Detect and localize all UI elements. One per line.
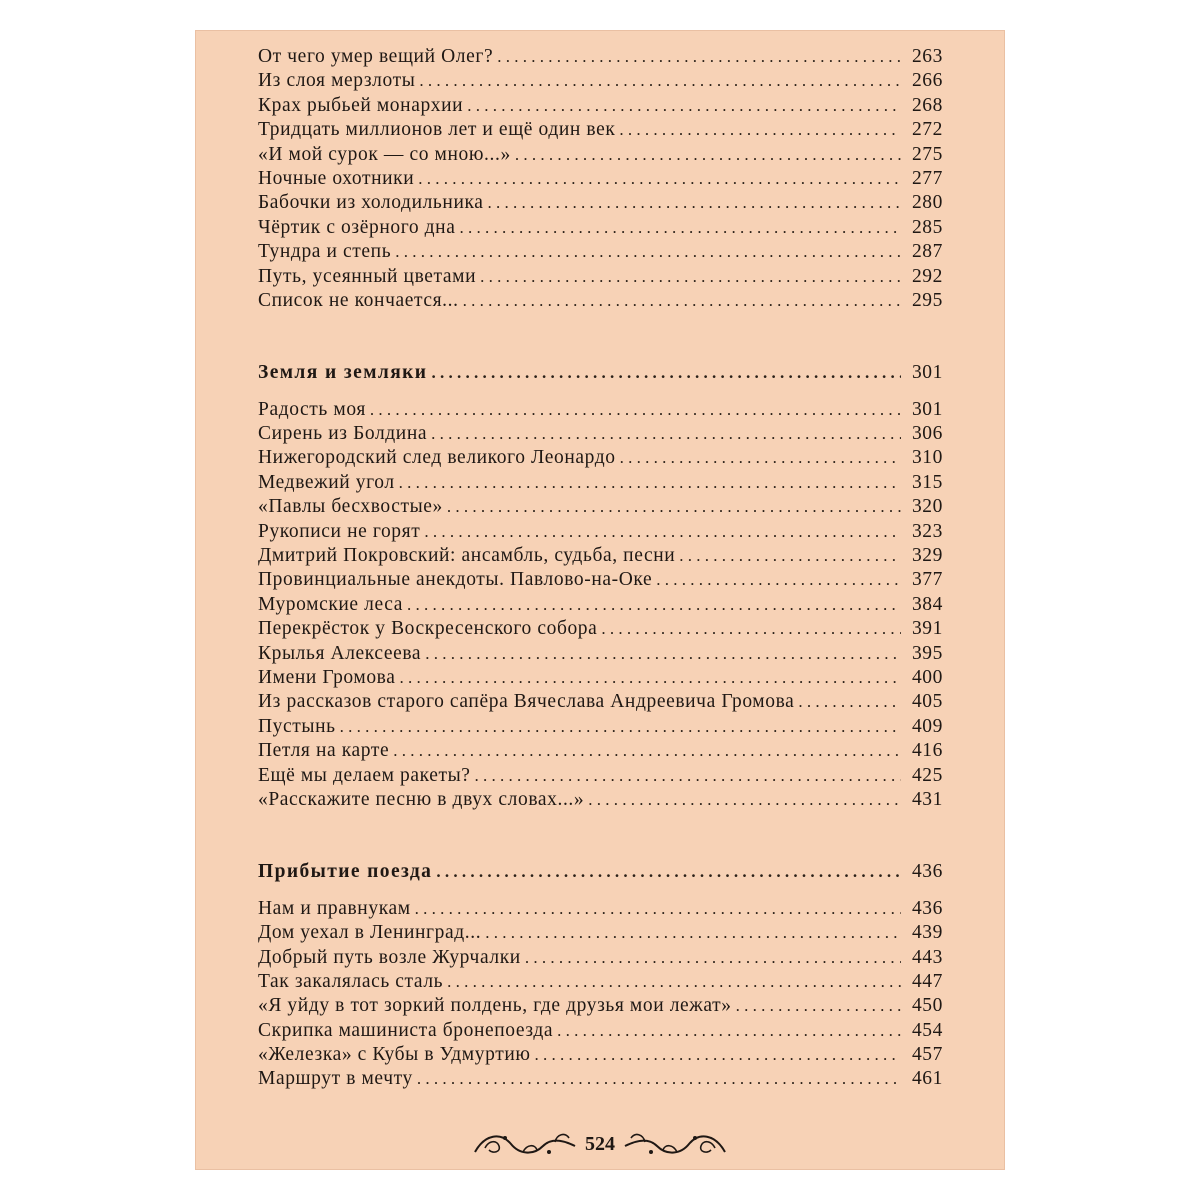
page-ref: 329 <box>911 545 943 567</box>
dot-leader <box>497 47 901 67</box>
entry-title: Муромские леса <box>258 593 403 615</box>
toc-entry <box>258 1020 943 1044</box>
toc-entry <box>258 1044 943 1068</box>
dot-leader <box>480 267 901 287</box>
page-ref: 310 <box>911 447 943 469</box>
page-ref: 272 <box>911 119 943 141</box>
page-ref: 292 <box>911 265 943 287</box>
entry-title: «Я уйду в тот зоркий полдень, где друзья мои лежат» <box>258 995 732 1017</box>
entry-title: Перекрёсток у Воскресенского собора <box>258 618 598 640</box>
dot-leader <box>340 717 901 737</box>
toc-entry <box>258 789 943 813</box>
toc-entry <box>258 995 943 1019</box>
entry-title: От чего умер вещий Олег? <box>258 46 494 67</box>
section-title: Земля и земляки <box>258 362 428 384</box>
dot-leader <box>431 424 901 444</box>
dot-leader <box>425 644 901 664</box>
toc-entry <box>258 241 943 265</box>
dot-leader <box>488 193 901 213</box>
entry-title: Тридцать миллионов лет и ещё один век <box>258 119 616 141</box>
toc-entry <box>258 46 943 70</box>
page-ref: 439 <box>911 922 943 944</box>
page-ref: 395 <box>911 642 943 664</box>
toc-entry <box>258 472 943 496</box>
page-ref: 400 <box>911 666 943 688</box>
entry-title: Добрый путь возле Журчалки <box>258 946 521 968</box>
toc-entry <box>258 1068 943 1092</box>
entry-title: Дмитрий Покровский: ансамбль, судьба, песни <box>258 545 676 567</box>
entry-title: «Павлы бесхвостые» <box>258 496 443 518</box>
toc-entry <box>258 423 943 447</box>
dot-leader <box>557 1021 901 1041</box>
section-title: Прибытие поезда <box>258 861 433 883</box>
toc-entry <box>258 947 943 971</box>
toc-entry <box>258 496 943 520</box>
entry-title: Ночные охотники <box>258 167 415 189</box>
page-ref: 454 <box>911 1019 943 1041</box>
dot-leader <box>415 899 901 919</box>
toc-entry <box>258 70 943 94</box>
dot-leader <box>736 996 901 1016</box>
entry-title: Петля на карте <box>258 740 390 762</box>
dot-leader <box>370 400 901 420</box>
toc-entry <box>258 168 943 192</box>
page-ref: 306 <box>911 423 943 445</box>
toc-entry <box>258 594 943 618</box>
page-ref: 268 <box>911 94 943 116</box>
toc-entry <box>258 618 943 642</box>
toc-entry <box>258 971 943 995</box>
entry-title: Путь, усеянный цветами <box>258 265 477 287</box>
page-ref: 266 <box>911 70 943 92</box>
entry-title: Радость моя <box>258 398 366 420</box>
right-ornament-icon <box>621 1126 729 1162</box>
dot-leader <box>399 473 901 493</box>
dot-leader <box>485 923 901 943</box>
section-heading <box>258 861 943 885</box>
entry-title: Рукописи не горят <box>258 520 421 542</box>
page-ref: 377 <box>911 569 943 591</box>
entry-title: Дом уехал в Ленинград... <box>258 922 482 944</box>
page-ref: 263 <box>911 46 943 67</box>
toc-entry <box>258 545 943 569</box>
section-heading <box>258 362 943 386</box>
entry-title: Чёртик с озёрного дна <box>258 216 456 238</box>
toc-entry <box>258 569 943 593</box>
entry-title: Так закалялась сталь <box>258 970 444 992</box>
page-ref: 287 <box>911 241 943 263</box>
entry-title: Крылья Алексеева <box>258 642 422 664</box>
table-of-contents <box>258 46 943 1093</box>
dot-leader <box>459 218 901 238</box>
entry-title: Нижегородский след великого Леонардо <box>258 447 616 469</box>
toc-entry <box>258 119 943 143</box>
entry-title: Бабочки из холодильника <box>258 192 484 214</box>
section-spacer <box>258 314 943 362</box>
toc-entry <box>258 898 943 922</box>
page-number: 524 <box>585 1132 615 1155</box>
page-ref: 436 <box>911 897 943 919</box>
page-ref: 461 <box>911 1068 943 1090</box>
dot-leader <box>431 363 901 383</box>
page-ref: 277 <box>911 167 943 189</box>
dot-leader <box>620 448 901 468</box>
toc-entry <box>258 192 943 216</box>
dot-leader <box>535 1045 901 1065</box>
dot-leader <box>525 948 901 968</box>
page-ref: 416 <box>911 740 943 762</box>
book-page <box>195 30 1005 1170</box>
toc-entry <box>258 667 943 691</box>
toc-entry <box>258 266 943 290</box>
heading-spacer <box>258 886 943 898</box>
dot-leader <box>424 522 901 542</box>
entry-title: Пустынь <box>258 715 336 737</box>
entry-title: Из слоя мерзлоты <box>258 70 416 92</box>
toc-entry <box>258 765 943 789</box>
toc-entry <box>258 716 943 740</box>
dot-leader <box>395 242 901 262</box>
page-ref: 323 <box>911 520 943 542</box>
page-ref: 391 <box>911 618 943 640</box>
page-ref: 457 <box>911 1044 943 1066</box>
page-footer <box>195 1122 1005 1166</box>
page-ref: 409 <box>911 715 943 737</box>
dot-leader <box>436 862 901 882</box>
dot-leader <box>463 291 901 311</box>
page-ref: 280 <box>911 192 943 214</box>
toc-entry <box>258 290 943 314</box>
entry-title: Тундра и степь <box>258 241 392 263</box>
dot-leader <box>679 546 901 566</box>
page-ref: 447 <box>911 970 943 992</box>
dot-leader <box>656 570 901 590</box>
page-ref: 285 <box>911 216 943 238</box>
dot-leader <box>475 766 901 786</box>
dot-leader <box>447 497 901 517</box>
entry-title: Провинциальные анекдоты. Павлово-на-Оке <box>258 569 653 591</box>
entry-title: Из рассказов старого сапёра Вячеслава Андреевича Громова <box>258 691 795 713</box>
entry-title: Нам и правнукам <box>258 897 411 919</box>
page-ref: 436 <box>911 861 943 883</box>
dot-leader <box>418 169 901 189</box>
toc-entry <box>258 691 943 715</box>
entry-title: Список не кончается... <box>258 289 459 311</box>
dot-leader <box>419 71 901 91</box>
entry-title: Ещё мы делаем ракеты? <box>258 764 471 786</box>
page-ref: 450 <box>911 995 943 1017</box>
entry-title: Сирень из Болдина <box>258 423 428 445</box>
toc-entry <box>258 740 943 764</box>
dot-leader <box>407 595 901 615</box>
page-ref: 275 <box>911 143 943 165</box>
toc-entry <box>258 521 943 545</box>
entry-title: Медвежий угол <box>258 471 395 493</box>
page-ref: 295 <box>911 289 943 311</box>
entry-title: «И мой сурок — со мною...» <box>258 143 511 165</box>
dot-leader <box>467 96 901 116</box>
page-ref: 405 <box>911 691 943 713</box>
entry-title: «Железка» с Кубы в Удмуртию <box>258 1044 531 1066</box>
entry-title: Имени Громова <box>258 666 396 688</box>
entry-title: Крах рыбьей монархии <box>258 94 464 116</box>
toc-entry <box>258 643 943 667</box>
dot-leader <box>588 790 901 810</box>
page-ref: 315 <box>911 471 943 493</box>
heading-spacer <box>258 387 943 399</box>
toc-entry <box>258 217 943 241</box>
dot-leader <box>393 741 901 761</box>
dot-leader <box>515 145 901 165</box>
page-ref: 425 <box>911 764 943 786</box>
page-ref: 384 <box>911 593 943 615</box>
dot-leader <box>619 120 901 140</box>
toc-entry <box>258 399 943 423</box>
page-ref: 301 <box>911 398 943 420</box>
page-ref: 443 <box>911 946 943 968</box>
dot-leader <box>417 1069 901 1089</box>
dot-leader <box>601 619 901 639</box>
page-ref: 431 <box>911 788 943 810</box>
page-ref: 301 <box>911 362 943 384</box>
entry-title: Скрипка машиниста бронепоезда <box>258 1019 554 1041</box>
toc-entry <box>258 922 943 946</box>
entry-title: Маршрут в мечту <box>258 1068 413 1090</box>
toc-entry <box>258 95 943 119</box>
section-spacer <box>258 813 943 861</box>
toc-entry <box>258 144 943 168</box>
page-ref: 320 <box>911 496 943 518</box>
left-ornament-icon <box>471 1126 579 1162</box>
dot-leader <box>400 668 902 688</box>
entry-title: «Расскажите песню в двух словах...» <box>258 788 585 810</box>
dot-leader <box>798 692 901 712</box>
toc-entry <box>258 447 943 471</box>
dot-leader <box>447 972 901 992</box>
